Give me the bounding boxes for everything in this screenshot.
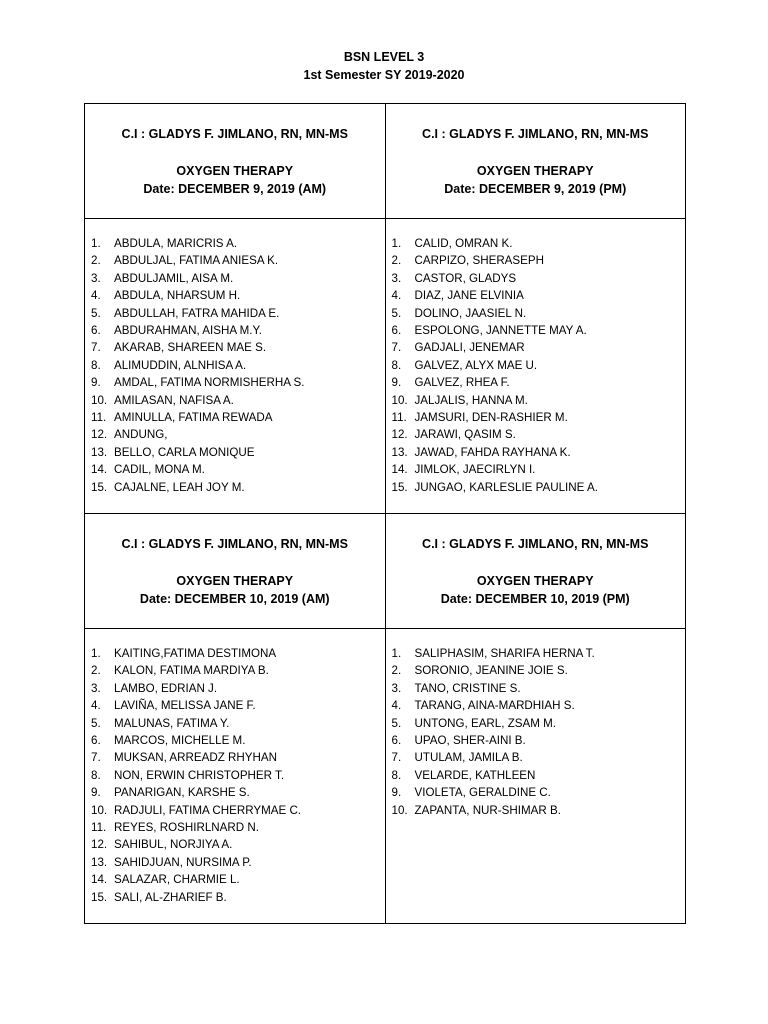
student-list-item <box>392 374 686 391</box>
list-number: 8. <box>91 768 101 782</box>
list-number: 10. <box>91 393 108 407</box>
list-number: 7. <box>391 341 402 355</box>
list-number: 1. <box>91 237 101 250</box>
student-list-item <box>91 662 385 679</box>
list-number: 14. <box>91 873 108 887</box>
list-number: 4. <box>391 289 402 303</box>
list-number: 14. <box>391 463 408 477</box>
student-name: SAHIDJUAN, NURSIMA P. <box>114 855 252 869</box>
student-list-dec9-am <box>85 219 386 514</box>
student-name: RADJULI, FATIMA CHERRYMAE C. <box>114 803 302 817</box>
student-list-item <box>392 426 686 443</box>
list-number: 1. <box>91 647 101 660</box>
list-number: 13. <box>91 445 108 459</box>
student-list-item <box>91 802 385 819</box>
student-name: JALJALIS, HANNA M. <box>414 393 528 407</box>
student-name: CARPIZO, SHERASEPH <box>414 254 544 268</box>
list-row-2 <box>85 629 686 924</box>
list-number: 10. <box>91 803 108 817</box>
list-number: 10. <box>391 803 408 817</box>
header-row-2 <box>85 514 686 629</box>
list-number: 13. <box>91 855 108 869</box>
student-list-item <box>392 662 686 679</box>
student-name: JIMLOK, JAECIRLYN I. <box>414 463 536 477</box>
student-name: PANARIGAN, KARSHE S. <box>114 786 250 800</box>
student-name: GADJALI, JENEMAR <box>414 341 525 355</box>
list-number: 9. <box>391 786 402 800</box>
course-title: OXYGEN THERAPY <box>476 574 594 588</box>
student-name: UNTONG, EARL, ZSAM M. <box>414 716 557 730</box>
student-list-item <box>91 697 385 714</box>
list-number: 10. <box>391 393 408 407</box>
student-name: ABDULA, NHARSUM H. <box>114 289 241 303</box>
list-number: 8. <box>391 358 402 372</box>
list-number: 11. <box>91 821 107 835</box>
clinical-instructor: C.I : GLADYS F. JIMLANO, RN, MN-MS <box>121 537 348 551</box>
list-number: 12. <box>91 428 108 442</box>
roster-table <box>84 103 686 924</box>
student-list-dec10-am <box>85 629 386 924</box>
student-list-item <box>91 784 385 801</box>
list-number: 9. <box>91 376 101 390</box>
student-list-dec9-pm <box>385 219 686 514</box>
list-number: 5. <box>391 306 402 320</box>
list-number: 5. <box>91 306 101 320</box>
group-header-dec9-pm <box>385 104 686 219</box>
student-list-item <box>392 235 686 252</box>
level-title: BSN LEVEL 3 <box>343 50 425 64</box>
list-number: 2. <box>391 664 402 678</box>
list-number: 6. <box>391 324 402 338</box>
student-name: LAMBO, EDRIAN J. <box>114 681 218 695</box>
list-number: 2. <box>91 254 101 268</box>
list-number: 4. <box>91 289 101 303</box>
student-name: KALON, FATIMA MARDIYA B. <box>114 664 269 678</box>
student-list-item <box>392 392 686 409</box>
student-name: CALID, OMRAN K. <box>414 237 513 250</box>
student-name: SAHIBUL, NORJIYA A. <box>114 838 233 852</box>
student-name: MALUNAS, FATIMA Y. <box>114 716 230 730</box>
student-list-item <box>91 889 385 906</box>
student-list-item <box>91 270 385 287</box>
student-list-item <box>392 645 686 662</box>
student-name: VIOLETA, GERALDINE C. <box>414 786 551 800</box>
student-name: DIAZ, JANE ELVINIA <box>414 289 524 303</box>
clinical-instructor: C.I : GLADYS F. JIMLANO, RN, MN-MS <box>121 127 348 141</box>
student-name: LAVIÑA, MELISSA JANE F. <box>114 699 256 713</box>
student-list-item <box>91 235 385 252</box>
student-list-item <box>392 444 686 461</box>
student-list-item <box>91 715 385 732</box>
student-list-item <box>392 479 686 496</box>
list-number: 5. <box>91 716 101 730</box>
list-number: 9. <box>91 786 101 800</box>
list-number: 7. <box>91 341 101 355</box>
student-list-item <box>91 287 385 304</box>
list-number: 8. <box>391 768 402 782</box>
student-list-item <box>392 715 686 732</box>
student-name: GALVEZ, RHEA F. <box>414 376 510 390</box>
student-list <box>386 645 686 819</box>
student-list-item <box>392 784 686 801</box>
student-list-item <box>91 339 385 356</box>
student-list-item <box>91 461 385 478</box>
student-list-item <box>392 767 686 784</box>
course-title: OXYGEN THERAPY <box>176 574 294 588</box>
student-name: UTULAM, JAMILA B. <box>414 751 523 765</box>
student-name: MUKSAN, ARREADZ RHYHAN <box>114 751 277 765</box>
course-title: OXYGEN THERAPY <box>476 164 594 178</box>
student-list-item <box>392 732 686 749</box>
student-name: SALIPHASIM, SHARIFA HERNA T. <box>414 647 595 660</box>
student-list-item <box>392 270 686 287</box>
student-name: GALVEZ, ALYX MAE U. <box>414 358 538 372</box>
student-name: CAJALNE, LEAH JOY M. <box>114 480 245 494</box>
schedule-date: Date: DECEMBER 9, 2019 (AM) <box>143 182 327 196</box>
student-list-item <box>392 697 686 714</box>
student-list-item <box>91 854 385 871</box>
student-name: ESPOLONG, JANNETTE MAY A. <box>414 324 587 338</box>
student-name: CADIL, MONA M. <box>114 463 205 477</box>
list-number: 3. <box>391 681 402 695</box>
student-list-item <box>91 252 385 269</box>
student-name: SORONIO, JEANINE JOIE S. <box>414 664 568 678</box>
student-name: CASTOR, GLADYS <box>414 271 517 285</box>
student-name: JUNGAO, KARLESLIE PAULINE A. <box>414 480 598 494</box>
student-name: ALIMUDDIN, ALNHISA A. <box>114 358 247 372</box>
student-list-item <box>392 357 686 374</box>
student-list-item <box>392 749 686 766</box>
semester-title: 1st Semester SY 2019-2020 <box>303 68 465 82</box>
student-name: REYES, ROSHIRLNARD N. <box>114 821 259 835</box>
schedule-date: Date: DECEMBER 9, 2019 (PM) <box>444 182 627 196</box>
list-number: 15. <box>391 480 408 494</box>
student-list-item <box>91 479 385 496</box>
header-row-1 <box>85 104 686 219</box>
student-name: SALAZAR, CHARMIE L. <box>114 873 240 887</box>
student-list-item <box>91 749 385 766</box>
student-name: JAMSURI, DEN-RASHIER M. <box>414 411 568 425</box>
list-number: 1. <box>391 647 402 660</box>
student-name: TANO, CRISTINE S. <box>414 681 521 695</box>
student-list-item <box>91 645 385 662</box>
list-number: 15. <box>91 480 108 494</box>
student-list-item <box>392 322 686 339</box>
student-list-item <box>91 322 385 339</box>
student-name: TARANG, AINA-MARDHIAH S. <box>414 699 575 713</box>
list-number: 14. <box>91 463 108 477</box>
list-number: 7. <box>391 751 402 765</box>
student-list-item <box>392 305 686 322</box>
schedule-date: Date: DECEMBER 10, 2019 (PM) <box>440 592 630 606</box>
student-name: BELLO, CARLA MONIQUE <box>114 445 255 459</box>
student-name: AMDAL, FATIMA NORMISHERHA S. <box>114 376 305 390</box>
student-name: JAWAD, FAHDA RAYHANA K. <box>414 445 571 459</box>
list-number: 6. <box>91 324 101 338</box>
student-name: AKARAB, SHAREEN MAE S. <box>114 341 267 355</box>
student-list-item <box>91 305 385 322</box>
student-name: MARCOS, MICHELLE M. <box>114 734 246 748</box>
list-number: 12. <box>391 428 408 442</box>
list-number: 12. <box>91 838 108 852</box>
student-list-item <box>392 409 686 426</box>
student-list <box>386 235 686 496</box>
student-list <box>85 645 385 906</box>
list-number: 5. <box>391 716 402 730</box>
list-number: 7. <box>91 751 101 765</box>
student-list-item <box>91 767 385 784</box>
clinical-instructor: C.I : GLADYS F. JIMLANO, RN, MN-MS <box>422 127 649 141</box>
student-name: ANDUNG, <box>114 428 168 442</box>
group-header-dec9-am <box>85 104 386 219</box>
list-number: 13. <box>391 445 408 459</box>
group-header-dec10-pm <box>385 514 686 629</box>
student-name: ABDULLAH, FATRA MAHIDA E. <box>114 306 280 320</box>
student-list-item <box>91 819 385 836</box>
student-list-item <box>91 426 385 443</box>
student-list-item <box>91 392 385 409</box>
course-title: OXYGEN THERAPY <box>176 164 294 178</box>
clinical-instructor: C.I : GLADYS F. JIMLANO, RN, MN-MS <box>422 537 649 551</box>
list-number: 4. <box>91 699 101 713</box>
student-list-item <box>392 339 686 356</box>
list-row-1 <box>85 219 686 514</box>
student-list-item <box>392 802 686 819</box>
list-number: 3. <box>391 271 402 285</box>
student-name: UPAO, SHER-AINI B. <box>414 734 526 748</box>
student-name: SALI, AL-ZHARIEF B. <box>114 890 227 904</box>
student-list-item <box>392 287 686 304</box>
student-list-item <box>392 252 686 269</box>
list-number: 8. <box>91 358 101 372</box>
student-name: VELARDE, KATHLEEN <box>414 768 536 782</box>
student-name: NON, ERWIN CHRISTOPHER T. <box>114 768 285 782</box>
list-number: 11. <box>391 411 407 425</box>
student-name: ABDULJAL, FATIMA ANIESA K. <box>114 254 279 268</box>
student-name: ABDULJAMIL, AISA M. <box>114 271 234 285</box>
student-list-item <box>91 871 385 888</box>
student-list-item <box>91 732 385 749</box>
student-list-dec10-pm <box>385 629 686 924</box>
student-name: JARAWI, QASIM S. <box>414 428 516 442</box>
schedule-date: Date: DECEMBER 10, 2019 (AM) <box>139 592 330 606</box>
list-number: 11. <box>91 411 107 425</box>
list-number: 2. <box>91 664 101 678</box>
student-name: KAITING,FATIMA DESTIMONA <box>114 647 277 660</box>
student-list-item <box>91 680 385 697</box>
student-name: DOLINO, JAASIEL N. <box>414 306 527 320</box>
student-list-item <box>91 357 385 374</box>
student-list-item <box>392 680 686 697</box>
student-name: ZAPANTA, NUR-SHIMAR B. <box>414 803 561 817</box>
student-list-item <box>91 444 385 461</box>
student-list <box>85 235 385 496</box>
list-number: 6. <box>391 734 402 748</box>
list-number: 1. <box>391 237 402 250</box>
student-name: AMINULLA, FATIMA REWADA <box>114 411 273 425</box>
list-number: 6. <box>91 734 101 748</box>
student-name: ABDULA, MARICRIS A. <box>114 237 238 250</box>
student-list-item <box>91 409 385 426</box>
student-name: ABDURAHMAN, AISHA M.Y. <box>114 324 262 338</box>
group-header-dec10-am <box>85 514 386 629</box>
student-list-item <box>91 374 385 391</box>
student-name: AMILASAN, NAFISA A. <box>114 393 234 407</box>
list-number: 15. <box>91 890 108 904</box>
list-number: 3. <box>91 271 101 285</box>
list-number: 3. <box>91 681 101 695</box>
list-number: 4. <box>391 699 402 713</box>
list-number: 9. <box>391 376 402 390</box>
student-list-item <box>91 836 385 853</box>
student-list-item <box>392 461 686 478</box>
list-number: 2. <box>391 254 402 268</box>
